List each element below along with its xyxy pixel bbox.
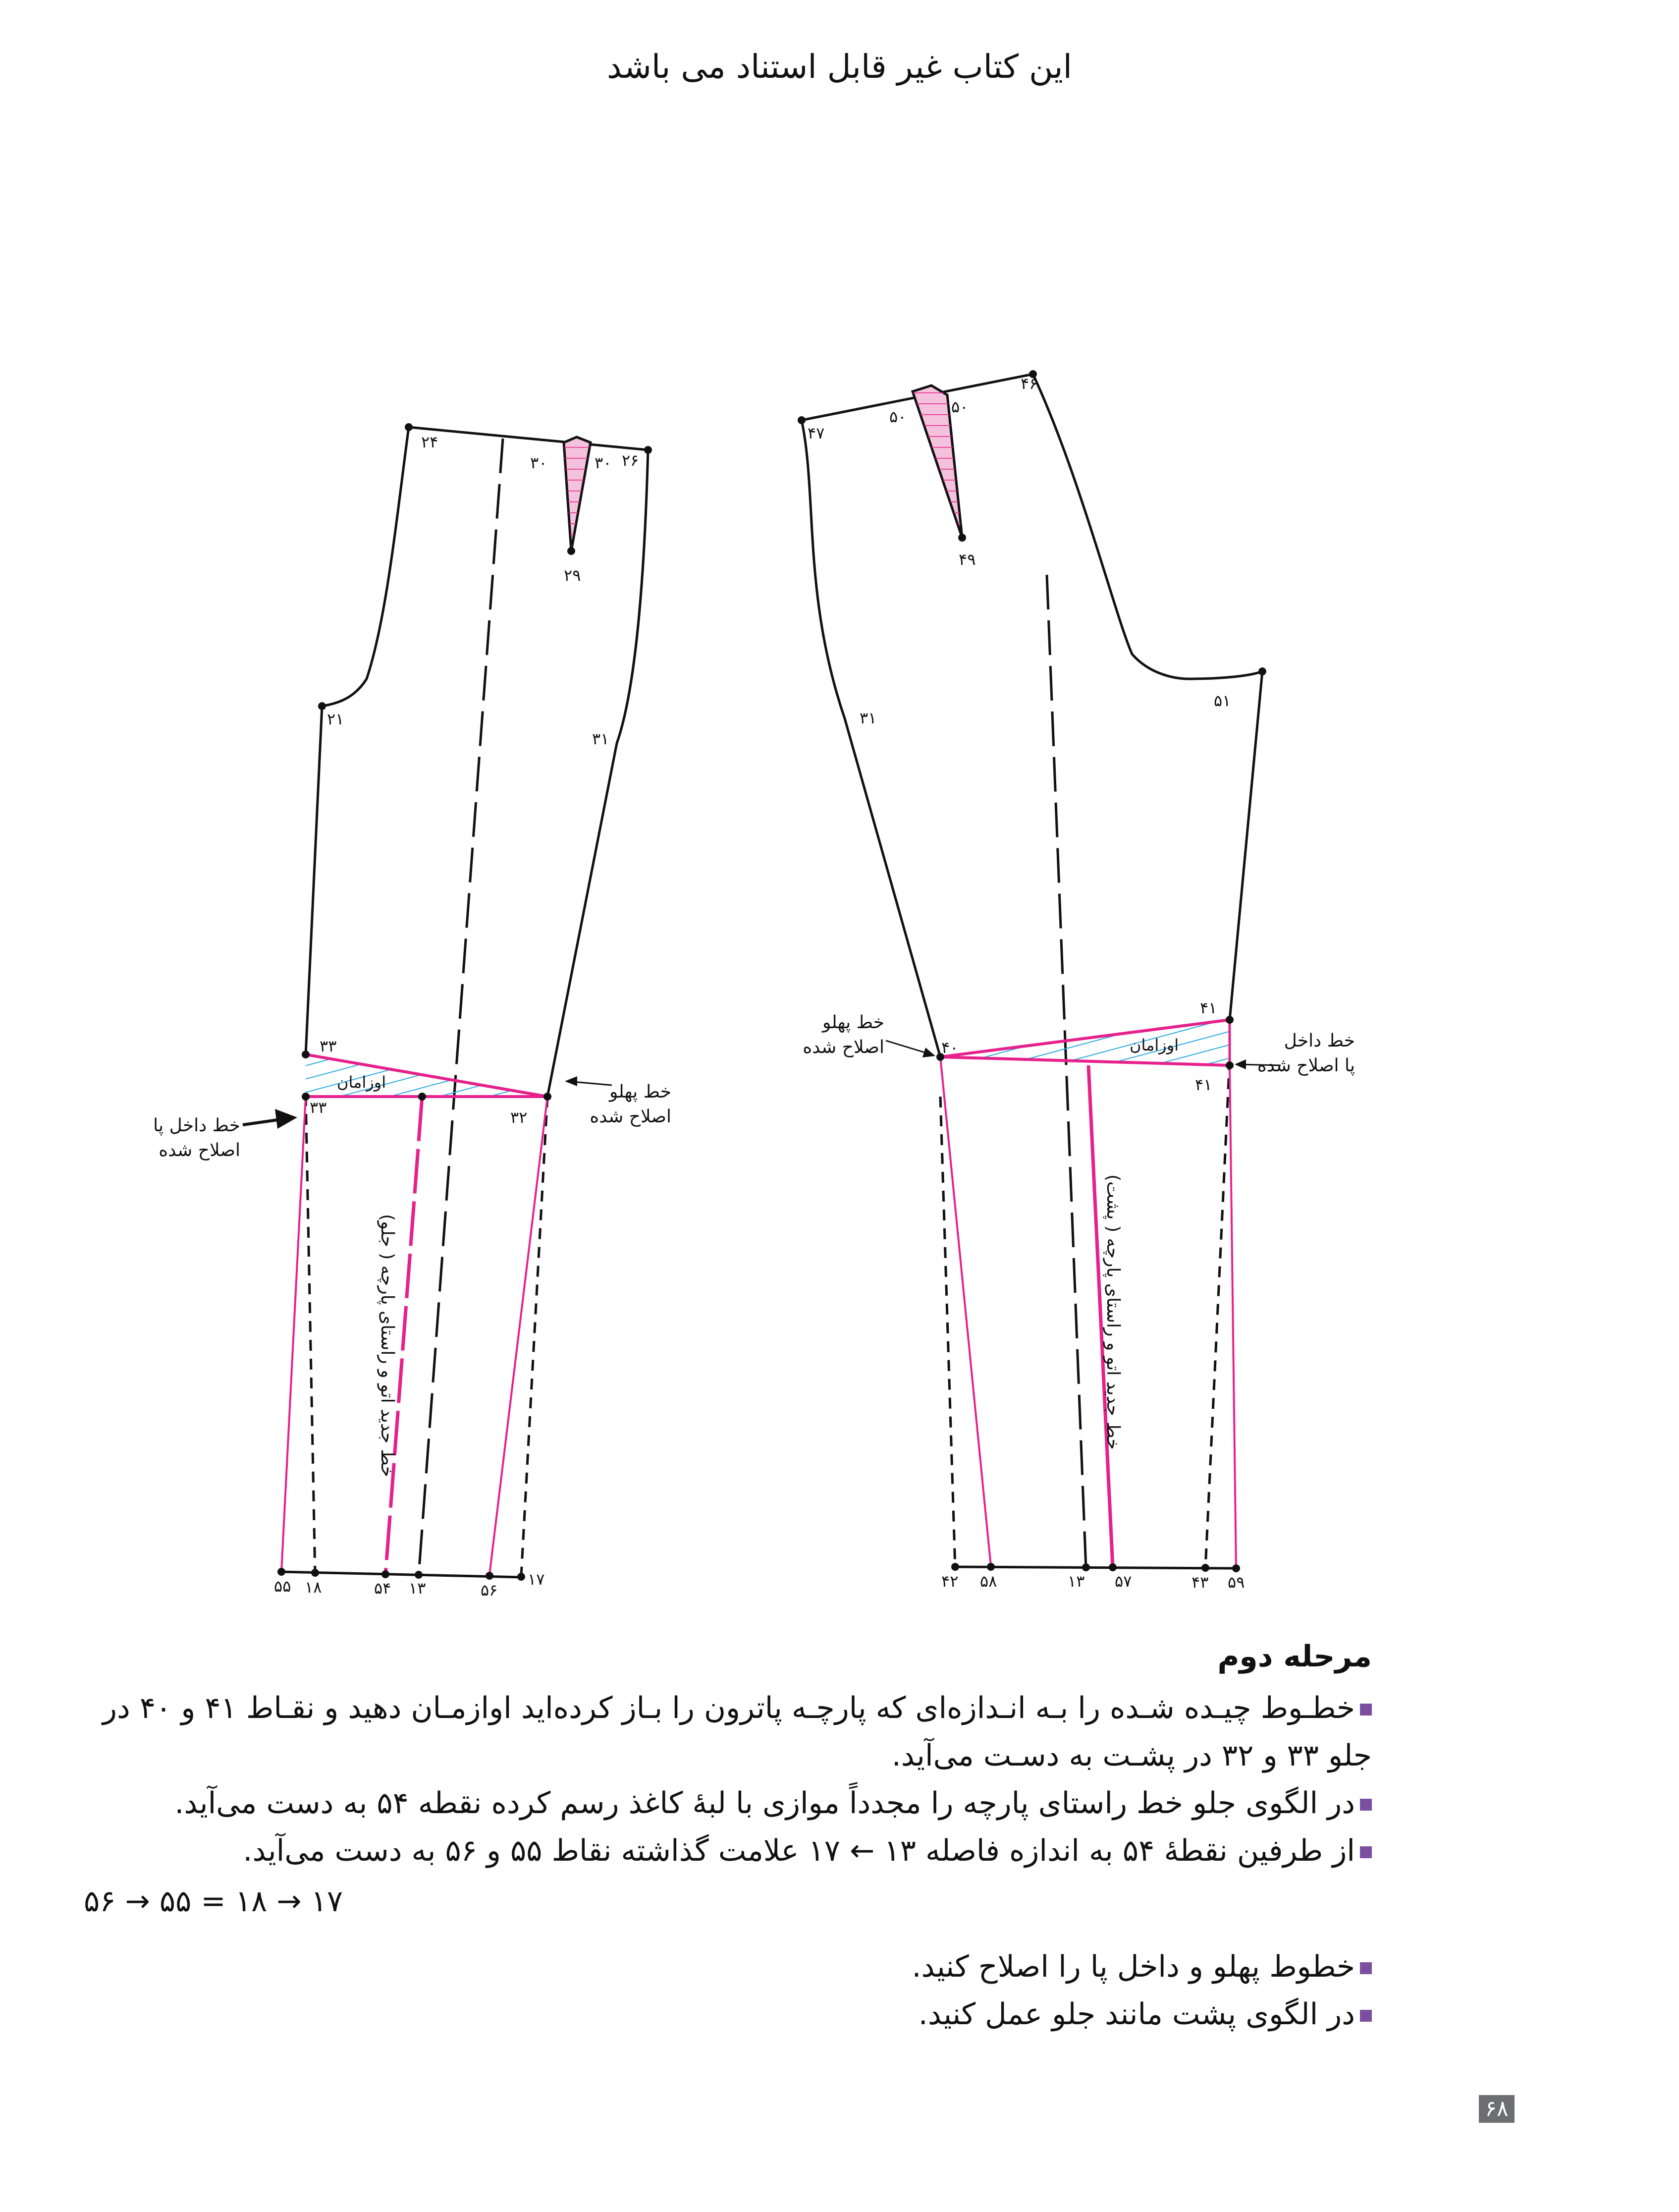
- back-side-note-2: اصلاح شده: [803, 1037, 884, 1057]
- front-outline-left: [306, 427, 409, 1054]
- formula: ۵۶ → ۵۵ = ۱۸ → ۱۷: [84, 1884, 343, 1919]
- front-corrected-side: [489, 1097, 547, 1575]
- bullet-icon: [1360, 1799, 1372, 1811]
- front-inseam-arrow: [243, 1120, 277, 1125]
- back-hem: [955, 1567, 1236, 1568]
- back-pattern: [802, 374, 1262, 1568]
- back-point-40: ۴۰: [941, 1038, 959, 1057]
- back-points: [798, 370, 1266, 1572]
- front-point-29: ۲۹: [564, 566, 581, 585]
- front-corrected-inseam: [281, 1097, 306, 1572]
- front-inseam-note-2: اصلاح شده: [159, 1140, 240, 1161]
- front-point-32: ۳۲: [510, 1108, 528, 1127]
- front-point-24: ۲۴: [421, 433, 438, 451]
- section-title: مرحله دوم: [1217, 1639, 1372, 1674]
- front-point-30b: ۳۰: [595, 453, 612, 472]
- page-number: ۶۸: [1479, 2095, 1515, 2123]
- back-point-31: ۳۱: [860, 709, 877, 727]
- front-side-note-1: خط پهلو: [609, 1082, 671, 1102]
- bullet-icon: [1360, 2010, 1372, 2022]
- front-point-31: ۳۱: [592, 729, 609, 748]
- back-inseam-note-2: پا اصلاح شده: [1257, 1055, 1355, 1076]
- bullet-icon: [1360, 1846, 1372, 1858]
- back-point-50a: ۵۰: [889, 407, 907, 426]
- back-point-41a: ۴۱: [1200, 998, 1217, 1017]
- front-grain-note: خط جدید اتو و راستای پارچه ( جلو): [377, 1214, 397, 1477]
- instructions: [84, 1633, 1372, 2038]
- front-point-13: ۱۳: [409, 1579, 426, 1598]
- back-point-58: ۵۸: [980, 1572, 997, 1591]
- front-inseam-note-1: خط داخل پا: [153, 1115, 240, 1136]
- front-point-21: ۲۱: [327, 710, 344, 728]
- instruction-4: خطوط پهلو و داخل پا را اصلاح کنید.: [84, 1943, 1372, 1991]
- page-header: این کتاب غیر قابل استناد می باشد: [606, 48, 1073, 86]
- back-point-13: ۱۳: [1068, 1572, 1085, 1591]
- front-point-54: ۵۴: [374, 1579, 391, 1598]
- bullet-icon: [1360, 1962, 1372, 1974]
- back-point-46: ۴۶: [1021, 374, 1038, 393]
- front-point-33b: ۳۳: [310, 1098, 327, 1117]
- back-point-59: ۵۹: [1228, 1573, 1245, 1592]
- back-side-note-1: خط پهلو: [822, 1012, 884, 1033]
- front-crease-line: [419, 439, 503, 1576]
- front-point-55: ۵۵: [274, 1577, 291, 1596]
- front-point-18: ۱۸: [305, 1578, 322, 1597]
- back-point-43: ۴۳: [1192, 1573, 1209, 1592]
- back-grain-note: خط جدید اتو و راستای پارچه ( پشت): [1103, 1174, 1123, 1450]
- back-crease-line: [1047, 575, 1086, 1568]
- back-lower-inseam-dashed: [1205, 1059, 1230, 1568]
- front-lower-side-dashed: [521, 1097, 547, 1576]
- front-pattern: [281, 427, 648, 1577]
- front-point-56: ۵۶: [481, 1581, 498, 1600]
- bullet-icon: [1360, 1704, 1372, 1715]
- back-outline-left: [802, 420, 940, 1057]
- instruction-3: از طرفین نقطهٔ ۵۴ به اندازه فاصله ۱۳ ← ۱۷ علامت گذاشته نقاط ۵۵ و ۵۶ به دست می‌آید.: [84, 1827, 1372, 1875]
- instruction-5: در الگوی پشت مانند جلو عمل کنید.: [84, 1991, 1372, 2038]
- front-side-note-2: اصلاح شده: [590, 1106, 671, 1127]
- front-point-17: ۱۷: [528, 1570, 545, 1589]
- instruction-1: خطـوط چیـده شـده را بـه انـدازه‌ای که پارچـه پاترون را بـاز کرده‌اید اوازمـان دهید و نقـاط ۴۱ و ۴۰ در جلو ۳۳ و ۳۲ در پشـت به دسـت می‌آید.: [103, 1691, 1372, 1773]
- front-point-26: ۲۶: [622, 451, 639, 470]
- back-point-51: ۵۱: [1214, 691, 1231, 710]
- front-lower-inseam-dashed: [306, 1095, 315, 1575]
- back-point-50b: ۵۰: [951, 397, 969, 416]
- front-point-33: ۳۳: [320, 1037, 337, 1055]
- front-waist-line: [409, 427, 648, 450]
- front-overlap-label: اوزامان: [337, 1073, 386, 1092]
- instruction-2: در الگوی جلو خط راستای پارچه را مجدداً موازی با لبهٔ کاغذ رسم کرده نقطه ۵۴ به دست می‌آید.: [84, 1779, 1372, 1827]
- back-corrected-inseam: [1230, 1065, 1236, 1568]
- front-side-seam: [547, 450, 648, 1097]
- back-overlap-label: اوزامان: [1130, 1036, 1179, 1054]
- front-point-30a: ۳۰: [530, 453, 547, 472]
- back-point-57: ۵۷: [1115, 1572, 1132, 1591]
- back-lower-side-dashed: [940, 1097, 955, 1568]
- back-point-42: ۴۲: [941, 1572, 959, 1591]
- back-point-47: ۴۷: [808, 424, 825, 442]
- front-points: [277, 423, 652, 1581]
- back-point-49: ۴۹: [959, 550, 976, 569]
- back-inseam-note-1: خط داخل: [1284, 1031, 1355, 1051]
- back-point-41b: ۴۱: [1195, 1075, 1212, 1094]
